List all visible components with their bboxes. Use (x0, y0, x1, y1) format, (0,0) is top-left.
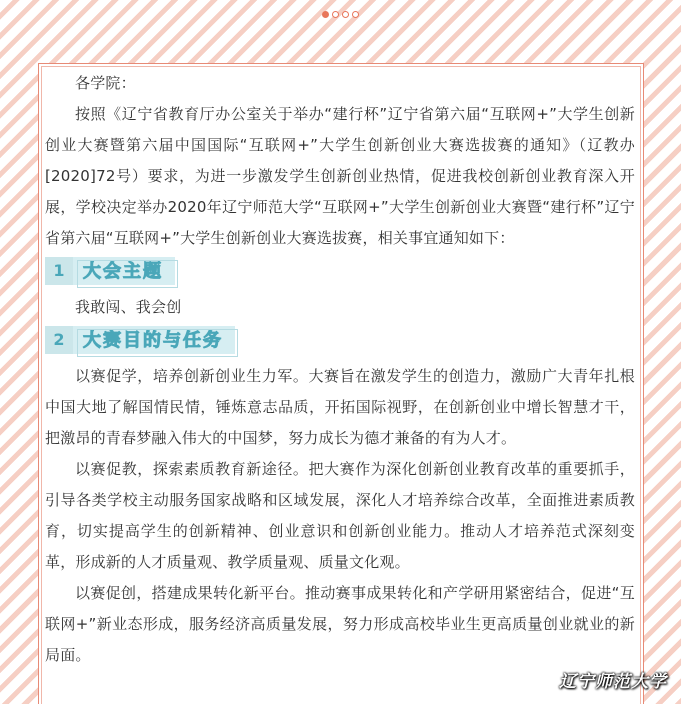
page-indicator (0, 11, 681, 18)
salutation: 各学院： (75, 74, 136, 92)
section-title-bar (73, 257, 175, 285)
section-title: 大赛目的与任务 (83, 330, 223, 351)
intro-paragraph: 按照《辽宁省教育厅办公室关于举办“建行杯”辽宁省第六届“互联网+”大学生创新创业大赛暨第六届中国国际“互联网+”大学生创新创业大赛选拔赛的通知》（辽教办[2020]72号）要求，为进一步激发学生创新创业热情，促进我校创新创业教育深入开展，学校决定举办2020年辽宁师范大学“互联网+”大学生创新创业大赛暨“建行杯”辽宁省第六届“互联网+”大学生创新创业大赛选拔赛，相关事宜通知如下： (45, 105, 635, 247)
watermark-text: 辽宁师范大学 (559, 672, 667, 692)
section-title-bar (73, 326, 235, 354)
purpose-paragraph-1: 以赛促学，培养创新创业生力军。大赛旨在激发学生的创造力，激励广大青年扎根中国大地了解国情民情，锤炼意志品质，开拓国际视野，在创新创业中增长智慧才干，把激昂的青春梦融入伟大的中国梦，努力成长为德才兼备的有为人才。 (45, 367, 635, 447)
section-heading-theme (45, 257, 635, 285)
page-dot-4[interactable] (352, 11, 359, 18)
page-dot-2[interactable] (332, 11, 339, 18)
section-title: 大会主题 (83, 261, 163, 282)
purpose-paragraph-2: 以赛促教，探索素质教育新途径。把大赛作为深化创新创业教育改革的重要抓手，引导各类学校主动服务国家战略和区域发展，深化人才培养综合改革，全面推进素质教育，切实提高学生的创新精神、创业意识和创新创业能力。推动人才培养范式深刻变革，形成新的人才质量观、教学质量观、质量文化观。 (45, 460, 635, 571)
notice-content (45, 68, 635, 671)
page-dot-3[interactable] (342, 11, 349, 18)
page-dot-1[interactable] (322, 11, 329, 18)
section-number: 1 (45, 257, 73, 285)
section-number: 2 (45, 326, 73, 354)
theme-paragraph: 我敢闯、我会创 (75, 298, 182, 316)
section-heading-purpose (45, 326, 635, 354)
purpose-paragraph-3: 以赛促创，搭建成果转化新平台。推动赛事成果转化和产学研用紧密结合，促进“互联网+”新业态形成，服务经济高质量发展，努力形成高校毕业生更高质量创业就业的新局面。 (45, 584, 635, 664)
